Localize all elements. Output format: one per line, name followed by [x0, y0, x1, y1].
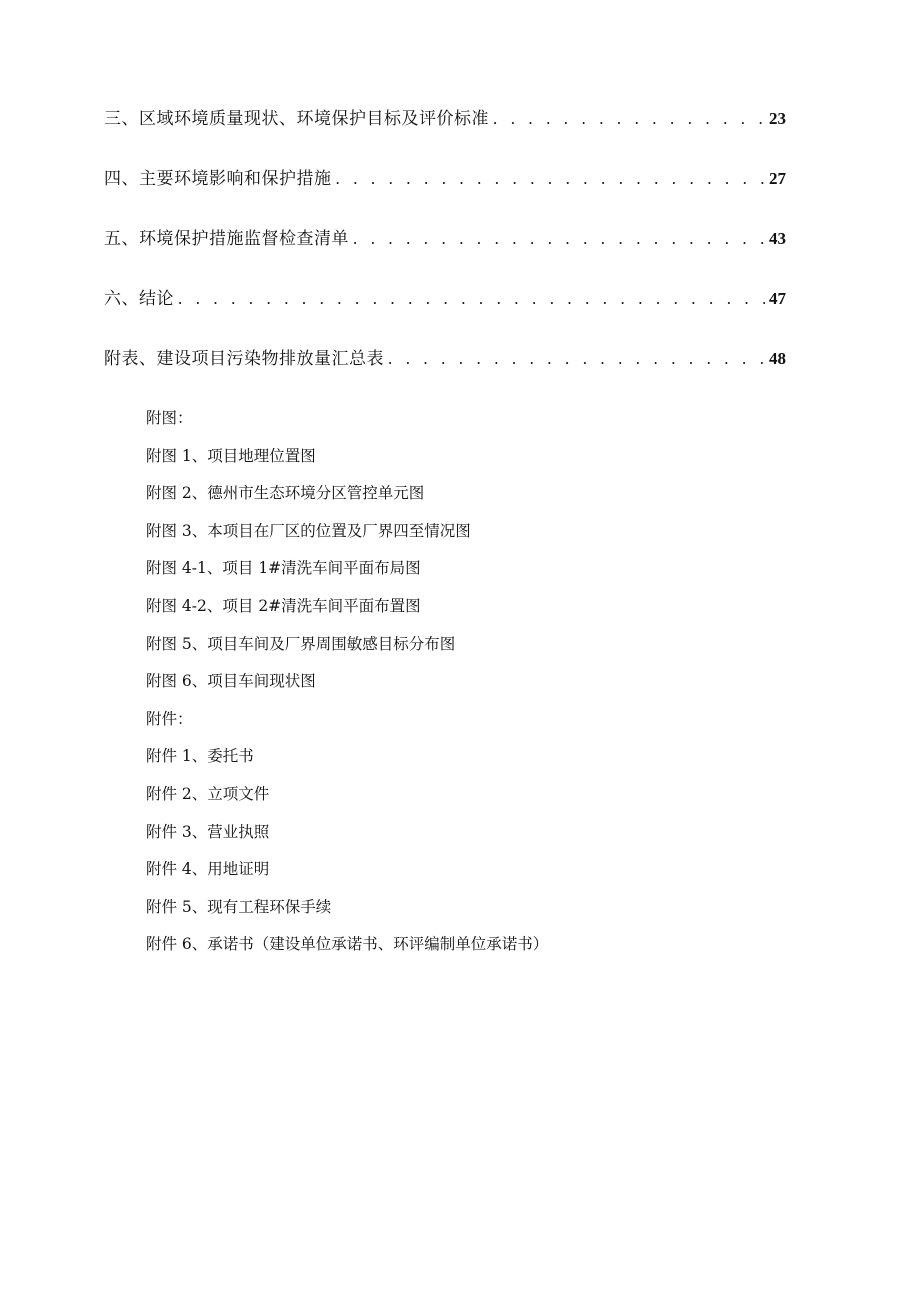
attachment-item[interactable]: 附件 3、营业执照: [146, 822, 270, 841]
toc-entry[interactable]: [104, 164, 786, 194]
toc-entry-page: 43: [769, 229, 786, 248]
attachment-item[interactable]: 附件 1、委托书: [146, 747, 254, 766]
toc-entry[interactable]: [104, 104, 786, 134]
table-of-contents: [104, 104, 786, 404]
figure-item[interactable]: 附图 4-1、项目 1#清洗车间平面布局图: [146, 559, 421, 578]
figures-heading: 附图：: [146, 409, 193, 427]
figure-item[interactable]: 附图 1、项目地理位置图: [146, 446, 316, 465]
figure-item[interactable]: 附图 3、本项目在厂区的位置及厂界四至情况图: [146, 521, 471, 540]
toc-entry-title: 四、主要环境影响和保护措施: [104, 169, 332, 189]
toc-leader-dots: [388, 344, 765, 374]
toc-entry-title: 六、结论: [104, 289, 174, 309]
toc-entry[interactable]: [104, 284, 786, 314]
toc-entry[interactable]: [104, 224, 786, 254]
toc-entry-page: 48: [769, 349, 786, 368]
attachment-item[interactable]: 附件 6、承诺书（建设单位承诺书、环评编制单位承诺书）: [146, 935, 549, 954]
appendix-list: [146, 400, 846, 964]
attachments-heading: 附件：: [146, 709, 193, 728]
figure-item[interactable]: 附图 2、德州市生态环境分区管控单元图: [146, 484, 425, 503]
toc-entry-page: 47: [769, 289, 786, 308]
figure-item[interactable]: 附图 4-2、项目 2#清洗车间平面布置图: [146, 596, 421, 615]
figure-item[interactable]: 附图 5、项目车间及厂界周围敏感目标分布图: [146, 634, 456, 653]
attachment-item[interactable]: 附件 4、用地证明: [146, 860, 270, 879]
toc-leader-dots: [178, 284, 765, 314]
figure-item[interactable]: 附图 6、项目车间现状图: [146, 672, 316, 691]
toc-entry[interactable]: [104, 344, 786, 374]
attachment-item[interactable]: 附件 5、现有工程环保手续: [146, 897, 332, 916]
toc-leader-dots: [493, 104, 765, 134]
toc-leader-dots: [336, 164, 766, 194]
attachment-item[interactable]: 附件 2、立项文件: [146, 784, 270, 803]
toc-entry-title: 附表、建设项目污染物排放量汇总表: [104, 349, 384, 369]
toc-entry-page: 27: [769, 169, 786, 188]
toc-entry-page: 23: [769, 109, 786, 128]
toc-leader-dots: [353, 224, 765, 254]
toc-entry-title: 三、区域环境质量现状、环境保护目标及评价标准: [104, 109, 489, 129]
toc-entry-title: 五、环境保护措施监督检查清单: [104, 229, 349, 249]
